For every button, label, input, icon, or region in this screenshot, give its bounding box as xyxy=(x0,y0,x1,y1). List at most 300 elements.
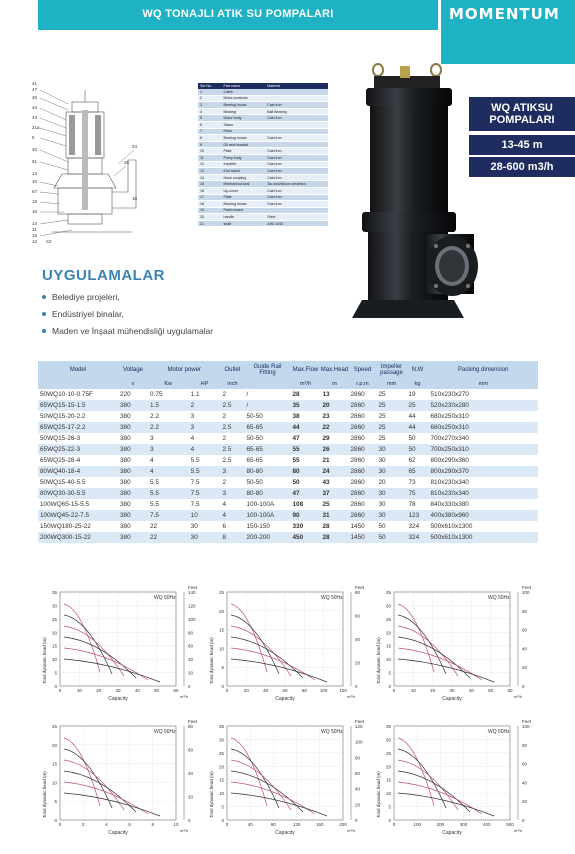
chart-title: WQ 50Hz xyxy=(488,595,510,601)
table-cell: 2 xyxy=(220,389,244,400)
table-cell: 2860 xyxy=(348,389,376,400)
table-row xyxy=(198,95,328,102)
table-cell: Hose coupling xyxy=(221,174,265,181)
table-cell: Cast iron xyxy=(265,168,328,175)
right-axis-unit: Feet xyxy=(355,719,365,724)
table-cell: 7.5 xyxy=(148,510,189,521)
table-cell: 680x250x310 xyxy=(428,411,538,422)
table-cell: 1450 xyxy=(348,521,376,532)
table-cell: 500x610x1300 xyxy=(428,532,538,543)
table-row xyxy=(38,444,538,455)
table-row xyxy=(198,194,328,201)
performance-chart xyxy=(372,716,534,840)
right-tick-label: 0 xyxy=(522,684,525,689)
table-cell: Cast iron xyxy=(265,187,328,194)
table-cell: 4 xyxy=(220,510,244,521)
unit-header xyxy=(38,379,118,389)
x-axis-label: Capacity xyxy=(275,696,295,702)
table-cell: 324 xyxy=(406,532,428,543)
table-cell: Impeller xyxy=(221,161,265,168)
header-title: WQ TONAJLI ATIK SU POMPALARI xyxy=(142,8,334,20)
application-text: Endüstriyel binalar, xyxy=(52,308,124,319)
table-cell: 380 xyxy=(118,532,148,543)
table-cell: AISI 1045 xyxy=(265,220,328,227)
badge-head-range: 13-45 m xyxy=(469,135,575,155)
right-axis-unit: Feet xyxy=(355,585,365,590)
table-row xyxy=(198,201,328,208)
x-tick-label: 40 xyxy=(468,688,474,693)
table-cell: 2860 xyxy=(348,466,376,477)
table-row xyxy=(38,400,538,411)
table-row xyxy=(38,466,538,477)
table-cell: 2 xyxy=(198,95,221,102)
table-cell: 2.5 xyxy=(220,444,244,455)
table-cell: Bearing house xyxy=(221,135,265,142)
table-cell: 330 xyxy=(290,521,320,532)
x-tick-label: 50 xyxy=(488,688,494,693)
table-cell: 100WQ45-22-7.5 xyxy=(38,510,118,521)
y-tick-label: 35 xyxy=(385,590,391,595)
table-row xyxy=(38,422,538,433)
table-cell: / xyxy=(244,400,290,411)
list-item xyxy=(42,305,213,322)
unit-header: mm xyxy=(428,379,538,389)
table-cell: 80WQ30-30-5.5 xyxy=(38,488,118,499)
table-cell: 44 xyxy=(406,422,428,433)
table-cell: 2860 xyxy=(348,499,376,510)
x-axis-unit: m³/h xyxy=(347,828,355,833)
table-cell: 20 xyxy=(376,477,406,488)
table-cell: 2.5 xyxy=(220,400,244,411)
table-cell: 12 xyxy=(198,161,221,168)
table-cell: 16 xyxy=(198,187,221,194)
table-cell: 50WQ15-40-5.5 xyxy=(38,477,118,488)
table-cell: 47 xyxy=(290,433,320,444)
table-cell: 2860 xyxy=(348,400,376,411)
y-tick-label: 25 xyxy=(218,590,224,595)
table-row xyxy=(198,141,328,148)
y-tick-label: 20 xyxy=(385,630,391,636)
drawing-label: 40 xyxy=(32,147,38,152)
x-tick-label: 20 xyxy=(96,688,102,693)
table-cell: 3 xyxy=(198,102,221,109)
table-cell: 30 xyxy=(376,488,406,499)
right-tick-label: 20 xyxy=(522,799,528,805)
table-cell: 73 xyxy=(406,477,428,488)
table-cell: 50WQ15-20-2.2 xyxy=(38,411,118,422)
table-cell: 800x290x370 xyxy=(428,466,538,477)
right-tick-label: 60 xyxy=(355,771,361,776)
list-item xyxy=(42,322,213,339)
x-tick-label: 10 xyxy=(410,688,416,693)
table-cell: 840x330x380 xyxy=(428,499,538,510)
y-tick-label: 10 xyxy=(218,646,224,652)
right-tick-label: 80 xyxy=(188,630,194,636)
table-cell: 324 xyxy=(406,521,428,532)
table-cell: 1450 xyxy=(348,532,376,543)
table-cell: 810x230x340 xyxy=(428,488,538,499)
table-cell: 18 xyxy=(198,201,221,208)
y-tick-label: 35 xyxy=(51,590,57,595)
y-tick-label: 30 xyxy=(385,737,391,743)
right-tick-label: 40 xyxy=(522,646,528,652)
drawing-label: 45 xyxy=(32,95,38,100)
table-cell: Sic-sick/silicon ceramics xyxy=(265,181,328,188)
chart-title: WQ 50Hz xyxy=(321,595,343,601)
drawing-label: 41 xyxy=(32,81,38,86)
table-cell: 5.5 xyxy=(148,477,189,488)
right-tick-label: 20 xyxy=(355,802,361,808)
table-cell: 24 xyxy=(320,466,348,477)
table-cell: 2 xyxy=(220,433,244,444)
unit-header: kg xyxy=(406,379,428,389)
y-tick-label: 10 xyxy=(218,791,224,797)
right-tick-label: 80 xyxy=(355,590,361,595)
y-tick-label: 0 xyxy=(221,684,224,689)
table-cell: 2860 xyxy=(348,422,376,433)
right-tick-label: 60 xyxy=(355,613,361,619)
x-axis-label: Capacity xyxy=(442,830,462,836)
unit-header xyxy=(244,379,290,389)
table-cell: 7 xyxy=(198,128,221,135)
right-tick-label: 40 xyxy=(355,637,361,642)
table-cell: 50 xyxy=(406,444,428,455)
bullet-icon xyxy=(42,329,46,333)
table-row xyxy=(38,433,538,444)
y-tick-label: 30 xyxy=(218,737,224,743)
table-cell: 10 xyxy=(198,148,221,155)
x-tick-label: 100 xyxy=(319,688,328,693)
y-tick-label: 15 xyxy=(385,643,391,649)
table-cell xyxy=(265,207,328,214)
drawing-label: 14 xyxy=(32,221,38,226)
table-cell: 65-65 xyxy=(244,444,290,455)
table-cell: 50WQ10-10-0.75F xyxy=(38,389,118,400)
drawing-label: 47 xyxy=(32,87,38,92)
right-tick-label: 20 xyxy=(188,794,194,800)
x-tick-label: 200 xyxy=(436,822,445,827)
table-cell: 380 xyxy=(118,455,148,466)
y-tick-label: 20 xyxy=(218,764,224,770)
table-cell: 80-80 xyxy=(244,488,290,499)
x-tick-label: 60 xyxy=(507,688,513,693)
table-cell: 44 xyxy=(406,411,428,422)
x-axis-unit: m³/h xyxy=(180,828,188,833)
table-cell: 80-80 xyxy=(244,466,290,477)
right-tick-label: 80 xyxy=(188,724,194,729)
drawing-label: 19 xyxy=(32,233,38,238)
right-tick-label: 0 xyxy=(522,818,525,823)
unit-header: m³/h xyxy=(290,379,320,389)
table-cell: 3 xyxy=(189,422,221,433)
y-tick-label: 0 xyxy=(54,684,57,689)
drawing-label: 18 xyxy=(132,196,138,201)
table-cell: 19 xyxy=(406,389,428,400)
y-tick-label: 0 xyxy=(54,818,57,823)
table-row xyxy=(198,181,328,188)
table-cell: 380 xyxy=(118,521,148,532)
table-row xyxy=(38,455,538,466)
x-axis-label: Capacity xyxy=(275,830,295,836)
right-tick-label: 100 xyxy=(355,739,363,745)
table-cell: Plate xyxy=(221,148,265,155)
table-cell: 19 xyxy=(198,207,221,214)
table-cell: 1.5 xyxy=(148,400,189,411)
table-cell: Ball Bearing xyxy=(265,108,328,115)
table-cell: 3 xyxy=(148,433,189,444)
drawing-label: 44 xyxy=(32,105,38,110)
table-cell: 150WQ180-25-22 xyxy=(38,521,118,532)
drawing-label: 21a xyxy=(32,125,40,130)
x-axis-label: Capacity xyxy=(442,696,462,702)
table-cell: 28 xyxy=(290,389,320,400)
table-cell xyxy=(265,141,328,148)
table-cell: 35 xyxy=(290,400,320,411)
table-row xyxy=(198,135,328,142)
table-cell: 100-100A xyxy=(244,510,290,521)
drawing-label: 5 xyxy=(32,135,35,140)
right-tick-label: 0 xyxy=(188,684,191,689)
table-cell: 2860 xyxy=(348,411,376,422)
y-tick-label: 10 xyxy=(51,657,57,663)
y-tick-label: 10 xyxy=(385,791,391,797)
table-cell: 380 xyxy=(118,488,148,499)
right-axis-unit: Feet xyxy=(522,719,532,724)
y-tick-label: 5 xyxy=(221,665,224,671)
table-row xyxy=(198,115,328,122)
table-cell: 55 xyxy=(290,444,320,455)
y-tick-label: 15 xyxy=(51,643,57,649)
applications-list xyxy=(42,288,213,339)
table-cell: 22 xyxy=(148,532,189,543)
unit-header: mm xyxy=(376,379,406,389)
table-cell: 700x270x340 xyxy=(428,433,538,444)
table-cell: 65-65 xyxy=(244,455,290,466)
table-cell: 90 xyxy=(290,510,320,521)
drawing-label: 43 xyxy=(32,115,38,120)
table-row xyxy=(198,128,328,135)
table-cell: 520x230x280 xyxy=(428,400,538,411)
table-cell: 50WQ15-26-3 xyxy=(38,433,118,444)
table-row xyxy=(38,499,538,510)
table-cell: 78 xyxy=(406,499,428,510)
table-cell: 50-50 xyxy=(244,433,290,444)
col-header: Outlet xyxy=(220,361,244,379)
unit-header: m xyxy=(320,379,348,389)
y-tick-label: 25 xyxy=(385,616,391,622)
drawing-label: 34 xyxy=(132,144,138,149)
parts-header: Ser.No. xyxy=(198,83,221,89)
performance-chart xyxy=(38,716,200,840)
table-cell: 28 xyxy=(320,521,348,532)
y-axis-label: Total dynamic head (m) xyxy=(209,637,214,684)
table-cell: 4 xyxy=(189,444,221,455)
table-cell: 4 xyxy=(148,466,189,477)
table-cell: Cast iron xyxy=(265,148,328,155)
table-row xyxy=(198,214,328,221)
table-cell: 7.5 xyxy=(189,488,221,499)
table-cell: 380 xyxy=(118,499,148,510)
x-tick-label: 120 xyxy=(292,822,301,827)
x-tick-label: 2 xyxy=(81,822,85,827)
table-cell: Stator xyxy=(221,121,265,128)
x-tick-label: 8 xyxy=(151,822,155,827)
table-cell: 13 xyxy=(198,168,221,175)
table-row xyxy=(38,510,538,521)
table-cell: 30 xyxy=(189,521,221,532)
right-tick-label: 60 xyxy=(522,627,528,633)
right-tick-label: 80 xyxy=(522,742,528,748)
table-cell: 3 xyxy=(189,411,221,422)
table-cell: 20 xyxy=(198,214,221,221)
drawing-label: 16 xyxy=(32,209,38,214)
table-cell: 50 xyxy=(376,532,406,543)
table-cell: 30 xyxy=(376,455,406,466)
table-cell xyxy=(265,121,328,128)
table-cell: 25 xyxy=(376,422,406,433)
table-cell: 47 xyxy=(290,488,320,499)
x-axis-unit: m³/h xyxy=(514,694,522,699)
table-cell: 123 xyxy=(406,510,428,521)
x-tick-label: 40 xyxy=(247,822,253,827)
table-cell: 5.5 xyxy=(148,488,189,499)
table-cell: 14 xyxy=(198,174,221,181)
table-cell: Motor protector xyxy=(221,95,265,102)
unit-header: v xyxy=(118,379,148,389)
table-row xyxy=(198,121,328,128)
x-tick-label: 160 xyxy=(316,822,324,827)
table-cell: 500x610x1300 xyxy=(428,521,538,532)
table-cell: 20 xyxy=(320,400,348,411)
y-tick-label: 25 xyxy=(218,750,224,756)
product-badge xyxy=(469,97,575,177)
table-cell: 2.5 xyxy=(220,422,244,433)
application-text: Maden ve İnşaat mühendisliği uygulamalar xyxy=(52,325,214,336)
table-cell: shaft xyxy=(221,220,265,227)
table-cell: 22 xyxy=(148,521,189,532)
table-cell: 380 xyxy=(118,477,148,488)
table-cell: 75 xyxy=(406,488,428,499)
y-axis-label: Total dynamic head (m) xyxy=(209,771,214,818)
table-cell: 1,1 xyxy=(189,389,221,400)
table-cell: Cast iron xyxy=(265,102,328,109)
x-tick-label: 100 xyxy=(413,822,421,827)
y-tick-label: 0 xyxy=(388,818,391,823)
bullet-icon xyxy=(42,312,46,316)
x-axis-label: Capacity xyxy=(108,830,128,836)
unit-header: inch xyxy=(220,379,244,389)
table-cell: 2.5 xyxy=(220,455,244,466)
y-tick-label: 20 xyxy=(218,608,224,614)
x-axis-unit: m³/h xyxy=(180,694,188,699)
table-cell: 4 xyxy=(189,433,221,444)
right-axis-unit: Feet xyxy=(188,719,198,724)
table-cell: 50-50 xyxy=(244,411,290,422)
table-cell: 21 xyxy=(320,455,348,466)
table-cell: 25 xyxy=(376,411,406,422)
models-table xyxy=(38,361,538,543)
table-cell: Up-cover xyxy=(221,187,265,194)
parts-header: Part name xyxy=(221,83,265,89)
right-tick-label: 40 xyxy=(188,657,194,663)
table-cell: 7.5 xyxy=(189,477,221,488)
x-tick-label: 10 xyxy=(173,822,179,827)
y-tick-label: 5 xyxy=(54,799,57,805)
x-tick-label: 20 xyxy=(243,688,249,693)
table-cell: 65WQ25-28-4 xyxy=(38,455,118,466)
list-item xyxy=(42,288,213,305)
table-row xyxy=(198,108,328,115)
brand-name: MOMENTUM xyxy=(449,5,560,23)
col-header: N.W xyxy=(406,361,428,379)
table-cell: 65WQ25-17-2.2 xyxy=(38,422,118,433)
table-row xyxy=(38,532,538,543)
col-header: Guide Rail Fitting xyxy=(244,361,290,379)
y-tick-label: 5 xyxy=(54,670,57,676)
table-cell: 30 xyxy=(376,510,406,521)
table-cell: 800x290x360 xyxy=(428,455,538,466)
x-tick-label: 0 xyxy=(392,822,396,827)
y-tick-label: 25 xyxy=(51,616,57,622)
pump-section-drawing xyxy=(32,80,142,246)
x-tick-label: 20 xyxy=(430,688,436,693)
right-tick-label: 120 xyxy=(355,724,363,729)
y-tick-label: 15 xyxy=(51,761,57,767)
table-cell: Patch board xyxy=(221,207,265,214)
y-tick-label: 20 xyxy=(385,764,391,770)
table-cell: End stand xyxy=(221,168,265,175)
table-row xyxy=(38,488,538,499)
badge-title-line2: POMPALARI xyxy=(489,114,555,126)
right-tick-label: 60 xyxy=(188,747,194,753)
y-tick-label: 35 xyxy=(385,724,391,729)
x-tick-label: 400 xyxy=(483,822,491,827)
right-tick-label: 40 xyxy=(188,771,194,776)
table-cell: Bearing xyxy=(221,108,265,115)
table-cell: / xyxy=(244,389,290,400)
y-tick-label: 30 xyxy=(51,603,57,609)
table-cell: 400x380x960 xyxy=(428,510,538,521)
table-row xyxy=(38,389,538,400)
table-cell: 30 xyxy=(376,444,406,455)
x-tick-label: 300 xyxy=(459,822,468,827)
table-cell: 700x250x310 xyxy=(428,444,538,455)
table-cell: 510x230x270 xyxy=(428,389,538,400)
right-tick-label: 120 xyxy=(188,603,196,609)
table-cell: 220 xyxy=(118,389,148,400)
table-row xyxy=(38,477,538,488)
table-cell: 4 xyxy=(198,108,221,115)
brand-stripe xyxy=(441,30,575,64)
table-cell xyxy=(265,128,328,135)
right-tick-label: 0 xyxy=(355,684,358,689)
brand-logo xyxy=(441,0,575,30)
table-cell: 2.2 xyxy=(148,411,189,422)
table-cell: 38 xyxy=(290,411,320,422)
table-cell: 100-100A xyxy=(244,499,290,510)
table-cell: 5 xyxy=(198,115,221,122)
table-row xyxy=(198,154,328,161)
table-cell: 2860 xyxy=(348,444,376,455)
table-cell: 25 xyxy=(376,433,406,444)
table-cell: 680x250x310 xyxy=(428,422,538,433)
x-tick-label: 40 xyxy=(263,688,269,693)
table-cell: 380 xyxy=(118,433,148,444)
table-cell: 25 xyxy=(320,499,348,510)
x-tick-label: 0 xyxy=(225,822,229,827)
table-cell: 380 xyxy=(118,466,148,477)
table-cell: Cable xyxy=(221,89,265,95)
